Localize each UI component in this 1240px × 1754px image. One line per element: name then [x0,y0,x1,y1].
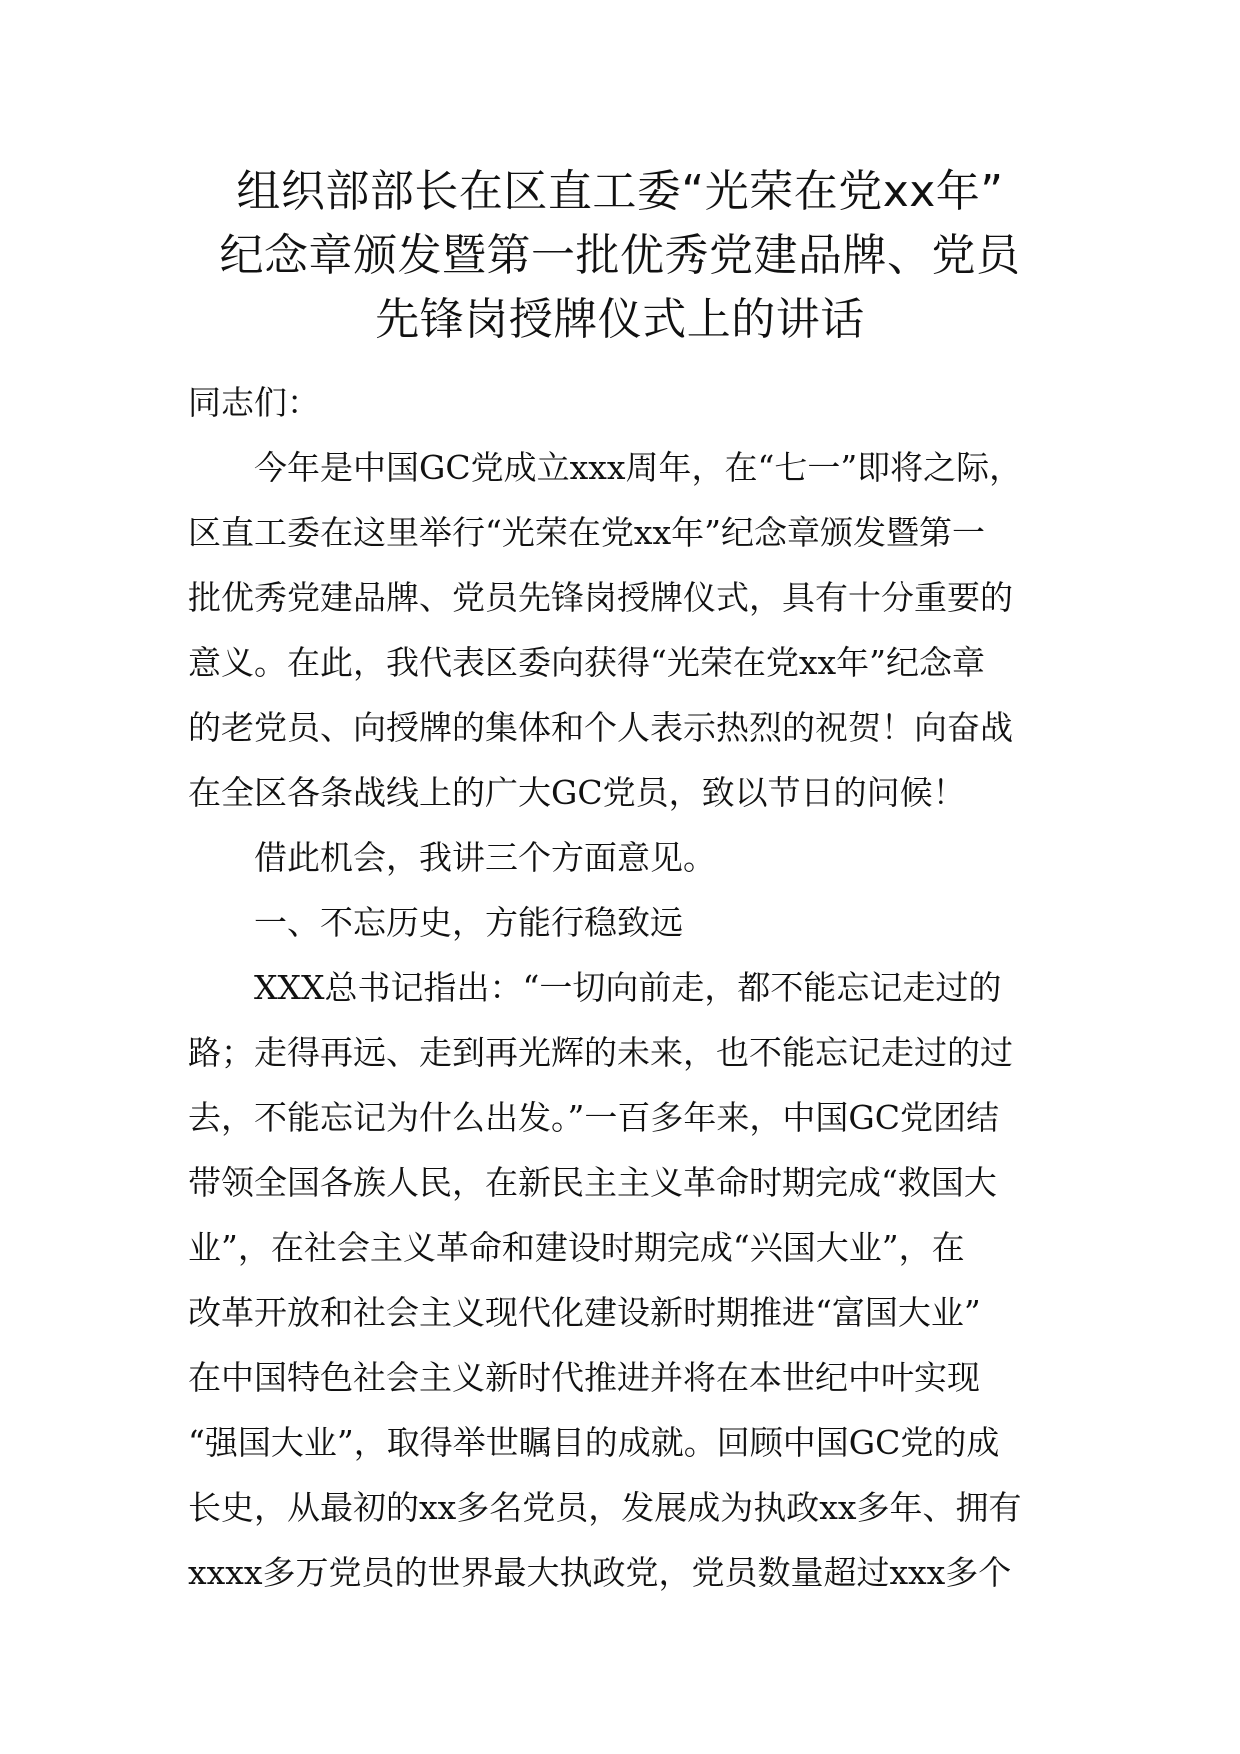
text-line: 的老党员、向授牌的集体和个人表示热烈的祝贺！向奋战 [188,708,1013,747]
title-line: 先锋岗授牌仪式上的讲话 [375,294,865,345]
text-line: 带领全国各族人民，在新民主主义革命时期完成“救国大 [188,1163,997,1202]
text-line: 改革开放和社会主义现代化建设新时期推进“富国大业” [188,1293,981,1332]
title-line: 组织部部长在区直工委“光荣在党xx年” [236,166,1004,217]
text-line: xxxx多万党员的世界最大执政党，党员数量超过xxx多个 [188,1553,1012,1592]
text-line: 区直工委在这里举行“光荣在党xx年”纪念章颁发暨第一 [188,513,985,552]
text-line: XXX总书记指出：“一切向前走，都不能忘记走过的 [254,968,1002,1007]
text-line: 去，不能忘记为什么出发。”一百多年来，中国GC党团结 [188,1098,999,1137]
section-heading: 一、不忘历史，方能行稳致远 [254,903,683,942]
text-line: 业”，在社会主义革命和建设时期完成“兴国大业”，在 [188,1228,965,1267]
text-line: 意义。在此，我代表区委向获得“光荣在党xx年”纪念章 [188,643,985,682]
text-line: 在全区各条战线上的广大GC党员，致以节日的问候！ [188,773,966,812]
document-title [185,160,1055,352]
salutation: 同志们： [188,383,320,422]
text-line: 今年是中国GC党成立xxx周年，在“七一”即将之际， [254,448,1023,487]
text-line: 路；走得再远、走到再光辉的未来，也不能忘记走过的过 [188,1033,1013,1072]
text-line: “强国大业”，取得举世瞩目的成就。回顾中国GC党的成 [188,1423,1000,1462]
text-line: 长史，从最初的xx多名党员，发展成为执政xx多年、拥有 [188,1488,1022,1527]
text-line: 在中国特色社会主义新时代推进并将在本世纪中叶实现 [188,1358,980,1397]
title-line: 纪念章颁发暨第一批优秀党建品牌、党员 [219,230,1021,281]
text-line: 借此机会，我讲三个方面意见。 [254,838,716,877]
text-line: 批优秀党建品牌、党员先锋岗授牌仪式，具有十分重要的 [188,578,1013,617]
document-body [188,370,1088,1605]
